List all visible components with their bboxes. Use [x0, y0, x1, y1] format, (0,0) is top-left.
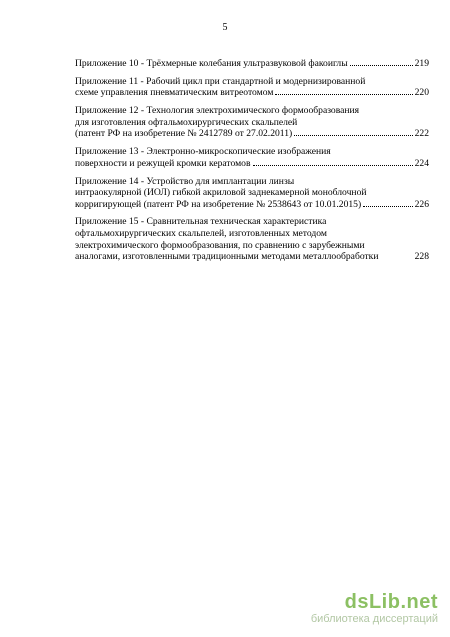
toc-entry-text: Приложение 10 - Трёхмерные колебания ультразвуковой факоиглы — [75, 58, 348, 69]
toc-entry-last-line — [75, 158, 429, 170]
toc-entry-text: для изготовления офтальмохирургических скальпелей — [75, 116, 298, 128]
toc-entry-text: аналогами, изготовленными традиционными методами металлообработки — [75, 251, 379, 263]
toc-entry-text: (патент РФ на изобретение № 2412789 от 27.02.2011) — [75, 128, 293, 140]
logo-subtitle: библиотека диссертаций — [310, 613, 438, 625]
toc-entry[interactable] — [75, 58, 429, 70]
toc-entry-text: Приложение 12 - Технология электрохимического формообразования — [75, 105, 360, 117]
toc-entry-last-line — [75, 251, 429, 263]
toc-entry-text: Приложение 13 - Электронно-микроскопические изображения — [75, 146, 331, 158]
toc-entry-text: Приложение 14 - Устройство для имплантации линзы — [75, 175, 295, 187]
dot-leader — [294, 129, 412, 136]
toc-page-number: 228 — [414, 251, 429, 263]
toc-page-number: 224 — [414, 157, 429, 169]
toc-page-number: 220 — [414, 87, 429, 99]
dot-leader — [363, 199, 412, 206]
logo-wordmark: dsLib.net — [344, 591, 438, 613]
toc-entry[interactable] — [75, 146, 429, 169]
toc-entry[interactable] — [75, 176, 429, 211]
toc-entry-text: схеме управления пневматическим витреотомом — [75, 87, 274, 99]
toc-entry-text: электрохимического формообразования, по сравнению с зарубежными — [75, 239, 365, 251]
dot-leader — [253, 158, 413, 165]
dot-leader — [350, 59, 413, 66]
toc-entry-text: Приложение 15 - Сравнительная техническая характеристика — [75, 216, 327, 228]
watermark-logo — [311, 591, 438, 625]
table-of-contents — [75, 58, 429, 269]
toc-entry-text: поверхности и режущей кромки кератомов — [75, 157, 251, 169]
toc-entry-text: корригирующей (патент РФ на изобретение № 2538643 от 10.01.2015) — [75, 198, 362, 210]
toc-entry-text: Приложение 11 - Рабочий цикл при стандартной и модернизированной — [75, 75, 366, 87]
toc-page-number: 226 — [414, 198, 429, 210]
toc-entry[interactable] — [75, 216, 429, 262]
dot-leader — [275, 88, 412, 95]
toc-entry[interactable] — [75, 76, 429, 99]
toc-entry-last-line — [75, 87, 429, 99]
toc-page-number: 219 — [414, 58, 429, 69]
logo-row — [311, 591, 438, 614]
toc-entry-last-line — [75, 58, 429, 70]
toc-entry-last-line — [75, 199, 429, 211]
toc-entry-text: интраокулярной (ИОЛ) гибкой акриловой заднекамерной моноблочной — [75, 187, 367, 199]
toc-entry[interactable] — [75, 105, 429, 140]
toc-entry-text: офтальмохирургических скальпелей, изготовленных методом — [75, 228, 327, 240]
page-number: 5 — [222, 22, 228, 33]
dot-leader — [380, 253, 412, 259]
toc-page-number: 222 — [414, 128, 429, 140]
toc-entry-last-line — [75, 128, 429, 140]
